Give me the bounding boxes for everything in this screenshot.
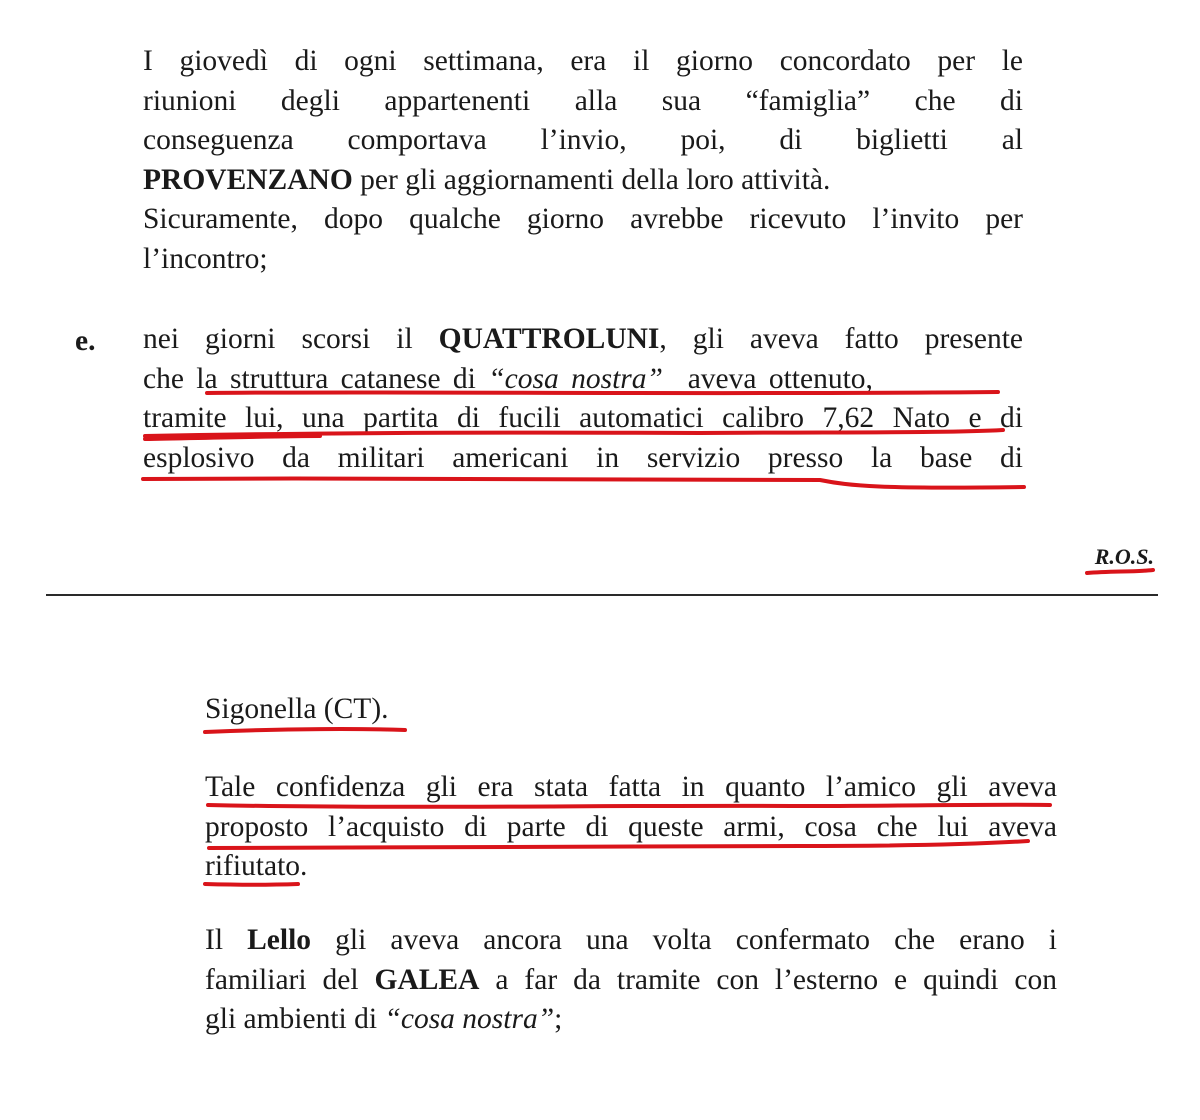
continued-line: rifiutato. <box>205 850 308 882</box>
intro-line <box>143 161 1023 201</box>
quote-cosa-nostra: “cosa nostra” <box>488 362 663 395</box>
item-e-paragraph <box>143 320 1023 478</box>
item-e-line <box>143 360 1023 400</box>
continued-paragraph-2 <box>205 768 1057 887</box>
continued-line: Sigonella (CT). <box>205 693 389 725</box>
page-break-rule <box>46 594 1158 596</box>
quote-cosa-nostra-2: “cosa nostra” <box>384 1003 555 1035</box>
continued-text: Il <box>205 924 248 956</box>
intro-line: l’incontro; <box>143 242 268 275</box>
continued-line <box>205 961 1057 1001</box>
continued-text: ; <box>554 1003 563 1035</box>
continued-line: proposto l’acquisto di parte di queste armi, cosa che lui aveva <box>205 810 1057 843</box>
continued-paragraph-1 <box>205 690 1057 730</box>
item-e-text: , gli aveva fatto presente <box>659 323 1023 355</box>
continued-line <box>205 921 1057 961</box>
item-e-text: nei giorni scorsi il <box>143 323 439 355</box>
name-quattroluni: QUATTROLUNI <box>438 323 660 355</box>
name-galea: GALEA <box>374 963 480 996</box>
name-provenzano: PROVENZANO <box>143 163 353 196</box>
item-e-line: tramite lui, una partita di fucili automatici calibro 7,62 Nato e di <box>143 402 1023 434</box>
intro-text: per gli aggiornamenti della loro attività. <box>352 163 831 196</box>
item-e-text: aveva ottenuto, <box>662 362 873 395</box>
continued-text: a far da tramite con l’esterno e quindi con <box>479 963 1057 996</box>
red-underline-4 <box>143 478 1024 487</box>
continued-text: gli ambienti di <box>205 1003 385 1035</box>
intro-line: conseguenza comportava l’invio, poi, di biglietti al <box>143 124 1023 156</box>
continued-line <box>205 1000 1057 1040</box>
intro-line: Sicuramente, dopo qualche giorno avrebbe ricevuto l’invito per <box>143 203 1023 235</box>
continued-paragraph-3 <box>205 921 1057 1040</box>
continued-text: gli aveva ancora una volta confermato che erano i <box>311 924 1057 956</box>
list-marker-e: e. <box>75 325 96 357</box>
item-e-line: esplosivo da militari americani in servizio presso la base di <box>143 441 1023 474</box>
item-e-line <box>143 320 1023 360</box>
footer-ros-label: R.O.S. <box>1094 544 1154 569</box>
intro-line: riunioni degli appartenenti alla sua “famiglia” che di <box>143 84 1023 117</box>
continued-line: Tale confidenza gli era stata fatta in quanto l’amico gli aveva <box>205 771 1057 803</box>
intro-line: I giovedì di ogni settimana, era il giorno concordato per le <box>143 45 1023 77</box>
name-lello: Lello <box>247 924 312 956</box>
continued-text: familiari del <box>205 963 375 996</box>
item-e-text: che la struttura catanese di <box>143 362 489 395</box>
red-underline-5 <box>1087 570 1153 573</box>
intro-paragraph <box>143 42 1023 279</box>
